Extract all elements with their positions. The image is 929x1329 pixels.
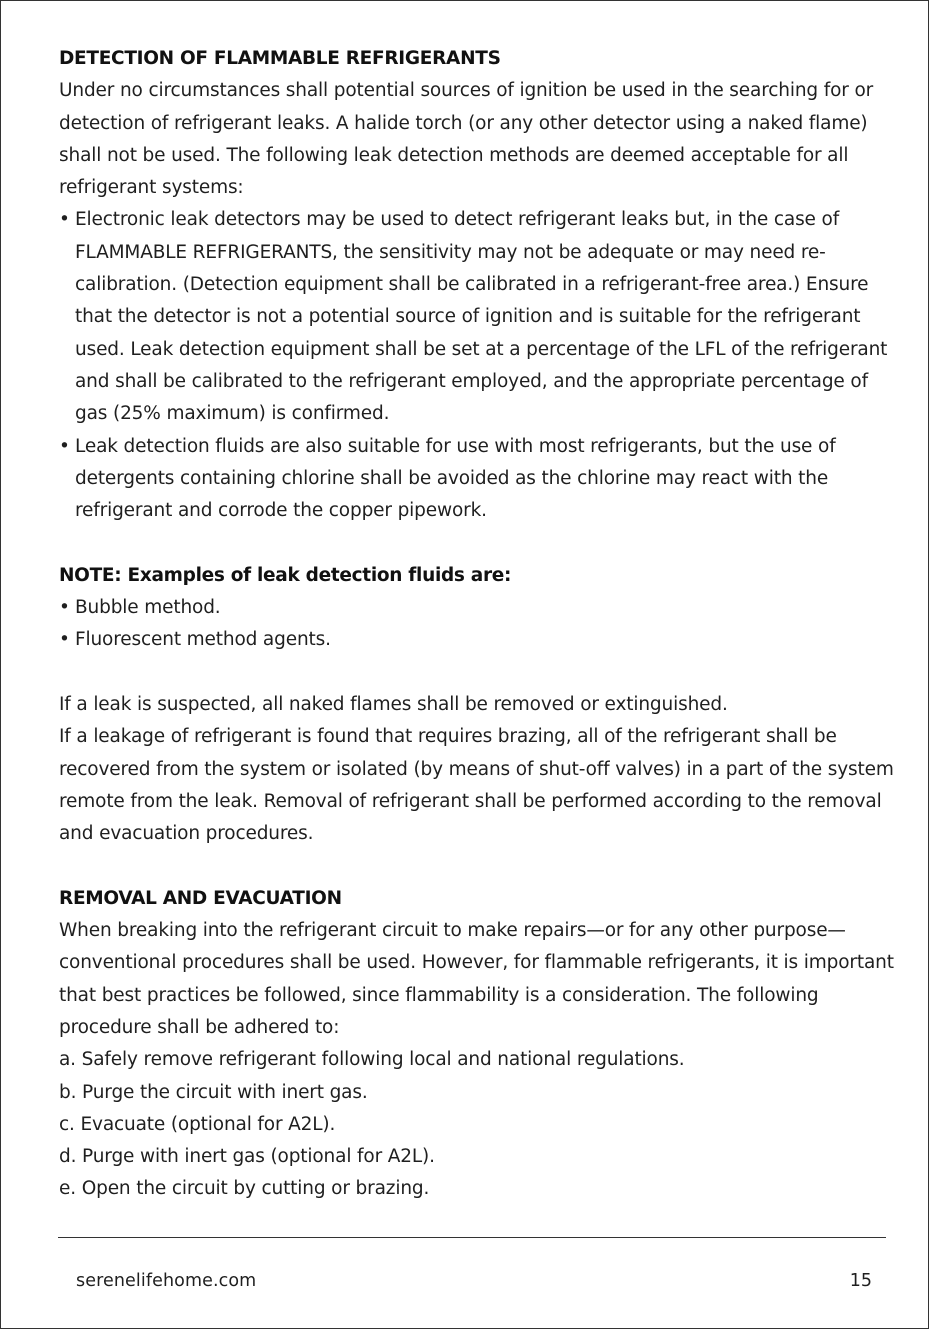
detection-methods-list bbox=[59, 204, 899, 527]
removal-step-a: a. Safely remove refrigerant following local and national regulations. bbox=[59, 1049, 685, 1071]
note-list bbox=[59, 592, 899, 657]
leak-brazing-paragraph: If a leakage of refrigerant is found that requires brazing, all of the refrigerant shall be recovered from the system or isolated (by means of shut-off valves) in a part of the system remote from the leak. Removal of refrigerant shall be performed according to the removal and evacuation procedures. bbox=[59, 726, 894, 845]
spacer bbox=[59, 850, 899, 882]
detection-bullet-fluids: • Leak detection fluids are also suitable for use with most refrigerants, but the use of detergents containing chlorine shall be avoided as the chlorine may react with the refrigerant and corrode the copper pipework. bbox=[59, 431, 899, 528]
detection-intro: Under no circumstances shall potential sources of ignition be used in the searching for or detection of refrigerant leaks. A halide torch (or any other detector using a naked flame) shall not be used. The following leak detection methods are deemed acceptable for all refrigerant systems: bbox=[59, 80, 874, 199]
removal-step-d: d. Purge with inert gas (optional for A2L). bbox=[59, 1146, 435, 1168]
removal-step-b: b. Purge the circuit with inert gas. bbox=[59, 1081, 368, 1103]
detection-heading: DETECTION OF FLAMMABLE REFRIGERANTS bbox=[59, 48, 501, 69]
page-number: 15 bbox=[849, 1271, 872, 1291]
spacer bbox=[59, 657, 899, 689]
detection-bullet-electronic: • Electronic leak detectors may be used to detect refrigerant leaks but, in the case of FLAMMABLE REFRIGERANTS, the sensitivity may not be adequate or may need re-calibration. (Detection equipment shall be calibrated in a refrigerant-free area.) Ensure that the detector is not a potential source of ignition and is suitable for the refrigerant used. Leak detection equipment shall be set at a percentage of the LFL of the refrigerant and shall be calibrated to the refrigerant employed, and the appropriate percentage of gas (25% maximum) is confirmed. bbox=[59, 204, 899, 430]
removal-step-e: e. Open the circuit by cutting or brazing. bbox=[59, 1178, 430, 1200]
note-bullet-fluorescent: • Fluorescent method agents. bbox=[59, 624, 899, 656]
leak-suspected-paragraph: If a leak is suspected, all naked flames shall be removed or extinguished. bbox=[59, 693, 728, 715]
removal-heading: REMOVAL AND EVACUATION bbox=[59, 887, 342, 909]
note-heading: NOTE: Examples of leak detection fluids are: bbox=[59, 564, 512, 586]
footer-divider bbox=[58, 1237, 886, 1238]
removal-intro: When breaking into the refrigerant circuit to make repairs—or for any other purpose—conventional procedures shall be used. However, for flammable refrigerants, it is important that best practices be followed, since flammability is a consideration. The following procedure shall be adhered to: bbox=[59, 920, 894, 1038]
removal-step-c: c. Evacuate (optional for A2L). bbox=[59, 1113, 336, 1135]
page-content bbox=[59, 43, 899, 1206]
removal-steps-list bbox=[59, 1044, 899, 1205]
note-bullet-bubble: • Bubble method. bbox=[59, 592, 899, 624]
spacer bbox=[59, 527, 899, 559]
footer-website: serenelifehome.com bbox=[76, 1271, 257, 1291]
